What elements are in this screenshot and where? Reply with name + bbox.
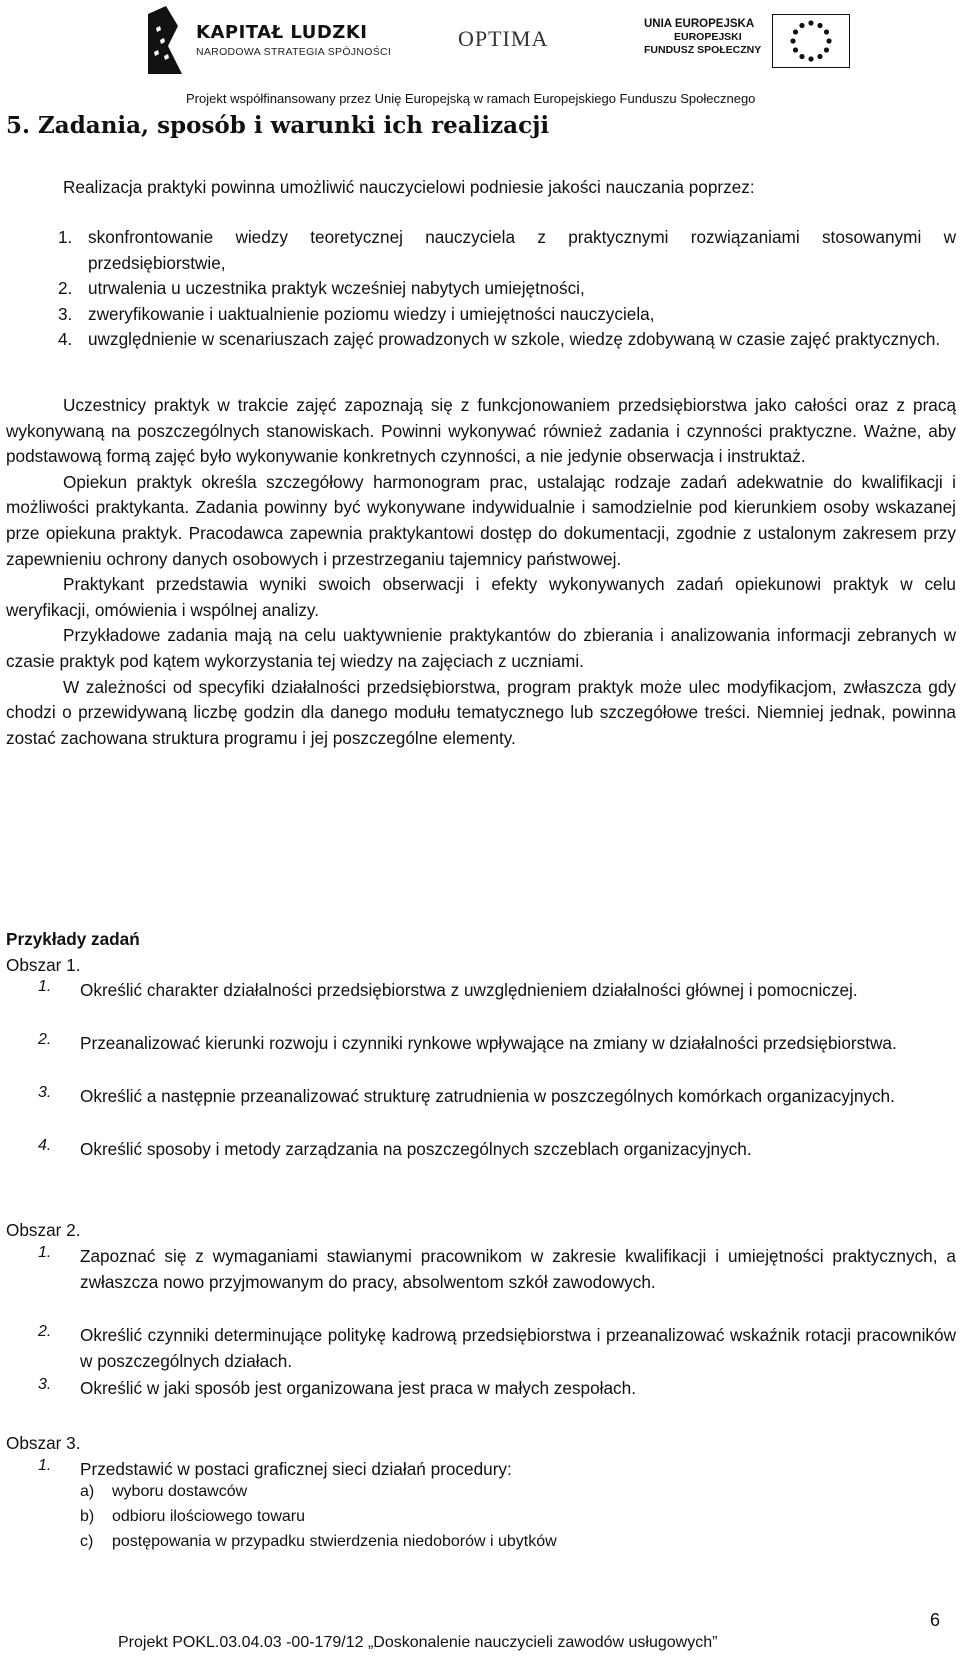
task-number: 3. — [38, 1376, 52, 1393]
area-3-label: Obszar 3. — [6, 1433, 81, 1453]
paragraph-modifications: W zależności od specyfiki działalności przedsiębiorstwa, program praktyk może ulec modyfikacjom, zwłaszcza gdy chodzi o przewidywaną liczbę godzin dla danego modułu tematycznego lub szczegółowe treści. Niemniej jednak, powinna zostać zachowana struktura programu i jej poszczególne elementy. — [6, 676, 956, 748]
paragraph-supervisor: Opiekun praktyk określa szczegółowy harmonogram prac, ustalając rodzaje zadań adekwatnie do kwalifikacji i możliwości praktykanta. Zadania powinny być wykonywane indywidualnie i samodzielnie pod kierunkiem osoby wskazanej prze opiekuna praktyk. Pracodawca zapewnia praktykantowi dostęp do dokumentacji, zgodnie z ustalonym zakresem przy zapewnieniu ochrony danych osobowych i przestrzeganiu tajemnicy państwowej. — [6, 471, 956, 569]
task-text: Określić charakter działalności przedsiębiorstwa z uwzględnieniem działalności głównej i pomocniczej. — [80, 980, 858, 1000]
paragraph-participants: Uczestnicy praktyk w trakcie zajęć zapoznają się z funkcjonowaniem przedsiębiorstwa jako całości oraz z pracą wykonywaną na poszczególnych stanowiskach. Powinni wykonywać również zadania i czynności praktyczne. Ważne, aby podstawową formą zajęć było wykonywanie konkretnych czynności, a nie jedynie obserwacja i instruktaż. — [6, 395, 956, 467]
task-number: 2. — [38, 1031, 52, 1048]
area-2-label: Obszar 2. — [6, 1220, 81, 1240]
funding-line: Projekt współfinansowany przez Unię Europejską w ramach Europejskiego Funduszu Społecznego — [186, 91, 756, 106]
body-paragraphs — [6, 393, 956, 751]
eu-line1: UNIA EUROPEJSKA — [644, 18, 755, 30]
goal-number: 2. — [58, 278, 73, 298]
eu-line2: EUROPEJSKI — [674, 31, 742, 43]
intro-text: Realizacja praktyki powinna umożliwić nauczycielowi podniesie jakości nauczania poprzez: — [63, 177, 755, 197]
subitem-letter: b) — [80, 1508, 95, 1525]
goal-text: skonfrontowanie wiedzy teoretycznej nauczyciela z praktycznymi rozwiązaniami stosowanymi w przedsiębiorstwie, — [88, 227, 956, 273]
task-number: 4. — [38, 1137, 52, 1154]
footer-project: Projekt POKL.03.04.03 -00-179/12 „Doskonalenie nauczycieli zawodów usługowych” — [118, 1634, 718, 1651]
eu-flag-icon — [772, 14, 850, 68]
task-text: Przedstawić w postaci graficznej sieci działań procedury: — [80, 1459, 512, 1479]
task-text: Zapoznać się z wymaganiami stawianymi pracownikom w zakresie kwalifikacji i umiejętności praktycznych, a zwłaszcza nowo przyjmowanym do pracy, absolwentom szkół zawodowych. — [80, 1246, 956, 1292]
goal-item-3 — [58, 302, 956, 328]
eu-line3: FUNDUSZ SPOŁECZNY — [644, 44, 762, 56]
goal-number: 3. — [58, 304, 73, 324]
task-text: Określić w jaki sposób jest organizowana jest praca w małych zespołach. — [80, 1378, 636, 1398]
goal-item-1 — [58, 225, 956, 276]
task-number: 3. — [38, 1084, 52, 1101]
goal-text: zweryfikowanie i uaktualnienie poziomu wiedzy i umiejętności nauczyciela, — [88, 304, 655, 324]
goal-text: uwzględnienie w scenariuszach zajęć prowadzonych w szkole, wiedzę zdobywaną w czasie zajęć praktycznych. — [88, 329, 941, 349]
intro-paragraph — [6, 175, 956, 201]
task-text: Określić a następnie przeanalizować strukturę zatrudnienia w poszczególnych komórkach organizacyjnych. — [80, 1086, 895, 1106]
goal-item-4 — [58, 327, 956, 353]
kl-title: KAPITAŁ LUDZKI — [196, 22, 368, 43]
header-logos — [0, 0, 960, 106]
optima-logo: OPTIMA — [458, 26, 549, 51]
task-text: Określić czynniki determinujące politykę kadrową przedsiębiorstwa i przeanalizować wskaźnik rotacji pracowników w poszczególnych działach. — [80, 1325, 956, 1371]
page-number: 6 — [929, 1610, 940, 1630]
section-title: 5. Zadania, sposób i warunki ich realizacji — [6, 112, 550, 139]
task-text: Określić sposoby i metody zarządzania na poszczególnych szczeblach organizacyjnych. — [80, 1139, 752, 1159]
goal-text: utrwalenia u uczestnika praktyk wcześniej nabytych umiejętności, — [88, 278, 585, 298]
eu-text — [644, 18, 761, 57]
examples-heading: Przykłady zadań — [6, 929, 140, 949]
subitem-text: wyboru dostawców — [112, 1483, 248, 1500]
subitem-letter: c) — [80, 1533, 94, 1550]
subitem-letter: a) — [80, 1483, 95, 1500]
task-text: Przeanalizować kierunki rozwoju i czynniki rynkowe wpływające na zmiany w działalności przedsiębiorstwa. — [80, 1033, 897, 1053]
goal-number: 4. — [58, 329, 73, 349]
task-number: 1. — [38, 978, 52, 995]
kapital-ludzki-logo — [148, 4, 392, 76]
kl-subtitle: NARODOWA STRATEGIA SPÓJNOŚCI — [196, 46, 392, 58]
kapital-ludzki-emblem-icon — [148, 6, 186, 74]
task-number: 1. — [38, 1457, 52, 1474]
goal-item-2 — [58, 276, 956, 302]
subitem-text: odbioru ilościowego towaru — [112, 1508, 305, 1525]
paragraph-examples: Przykładowe zadania mają na celu uaktywnienie praktykantów do zbierania i analizowania informacji zebranych w czasie praktyk pod kątem wykorzystania tej wiedzy na zajęciach z uczniami. — [6, 625, 956, 671]
goal-number: 1. — [58, 227, 73, 247]
task-number: 1. — [38, 1244, 52, 1261]
eu-logo — [644, 14, 884, 74]
paragraph-trainee: Praktykant przedstawia wyniki swoich obserwacji i efekty wykonywanych zadań opiekunowi praktyk w celu weryfikacji, omówienia i wspólnej analizy. — [6, 574, 956, 620]
task-number: 2. — [38, 1323, 52, 1340]
subitem-text: postępowania w przypadku stwierdzenia niedoborów i ubytków — [112, 1533, 557, 1550]
area-1-label: Obszar 1. — [6, 955, 81, 975]
